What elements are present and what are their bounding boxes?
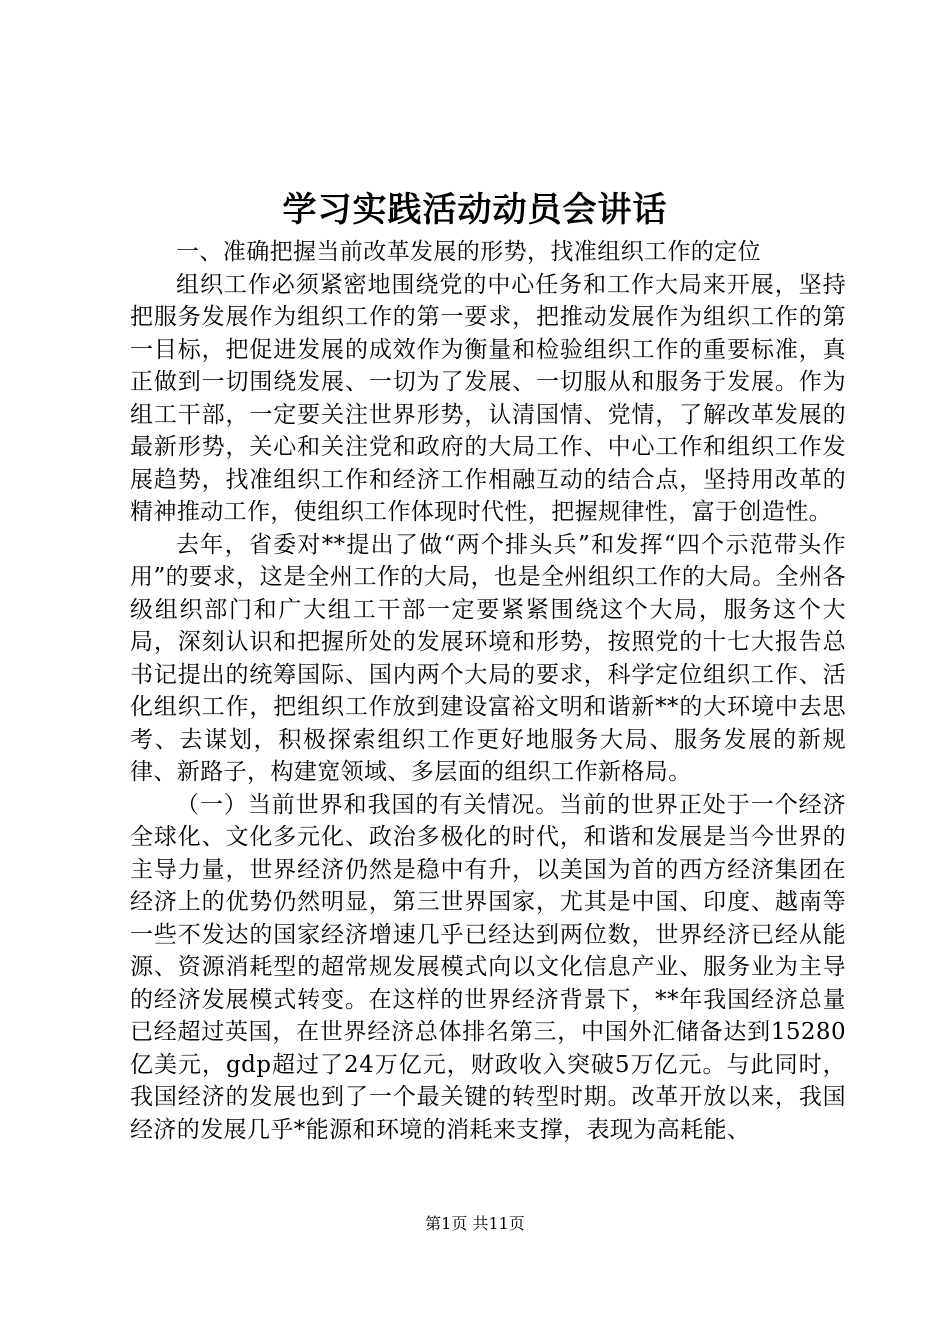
body-paragraph: 组织工作必须紧密地围绕党的中心任务和工作大局来开展，坚持把服务发展作为组织工作的第一要求，把推动发展作为组织工作的第一目标，把促进发展的成效作为衡量和检验组织工作的重要标准，真正做到一切围绕发展、一切为了发展、一切服从和服务于发展。作为组工干部，一定要关注世界形势，认清国情、党情，了解改革发展的最新形势，关心和关注党和政府的大局工作、中心工作和组织工作发展趋势，找准组织工作和经济工作相融互动的结合点，坚持用改革的精神推动工作，使组织工作体现时代性，把握规律性，富于创造性。 [130,271,846,525]
section-heading: 一、准确把握当前改革发展的形势，找准组织工作的定位 [176,239,761,265]
body-paragraph: 去年，省委对**提出了做“两个排头兵”和发挥“四个示范带头作用”的要求，这是全州工作的大局，也是全州组织工作的大局。全州各级组织部门和广大组工干部一定要紧紧围绕这个大局，服务这个大局，深刻认识和把握所处的发展环境和形势，按照党的十七大报告总书记提出的统筹国际、国内两个大局的要求，科学定位组织工作、活化组织工作，把组织工作放到建设富裕文明和谐新**的大环境中去思考、去谋划，积极探索组织工作更好地服务大局、服务发展的新规律、新路子，构建宽领域、多层面的组织工作新格局。 [130,531,846,785]
document-title: 学习实践活动动员会讲话 [282,190,668,230]
body-paragraph: （一）当前世界和我国的有关情况。当前的世界正处于一个经济全球化、文化多元化、政治多极化的时代，和谐和发展是当今世界的主导力量，世界经济仍然是稳中有升，以美国为首的西方经济集团在经济上的优势仍然明显，第三世界国家，尤其是中国、印度、越南等一些不发达的国家经济增速几乎已经达到两位数，世界经济已经从能源、资源消耗型的超常规发展模式向以文化信息产业、服务业为主导的经济发展模式转变。在这样的世界经济背景下，**年我国经济总量已经超过英国，在世界经济总体排名第三，中国外汇储备达到15280亿美元，gdp超过了24万亿元，财政收入突破5万亿元。与此同时，我国经济的发展也到了一个最关键的转型时期。改革开放以来，我国经济的发展几乎*能源和环境的消耗来支撑，表现为高耗能、 [130,791,846,1143]
page-footer: 第1页 共11页 [425,1214,525,1233]
document-body [130,236,846,1146]
